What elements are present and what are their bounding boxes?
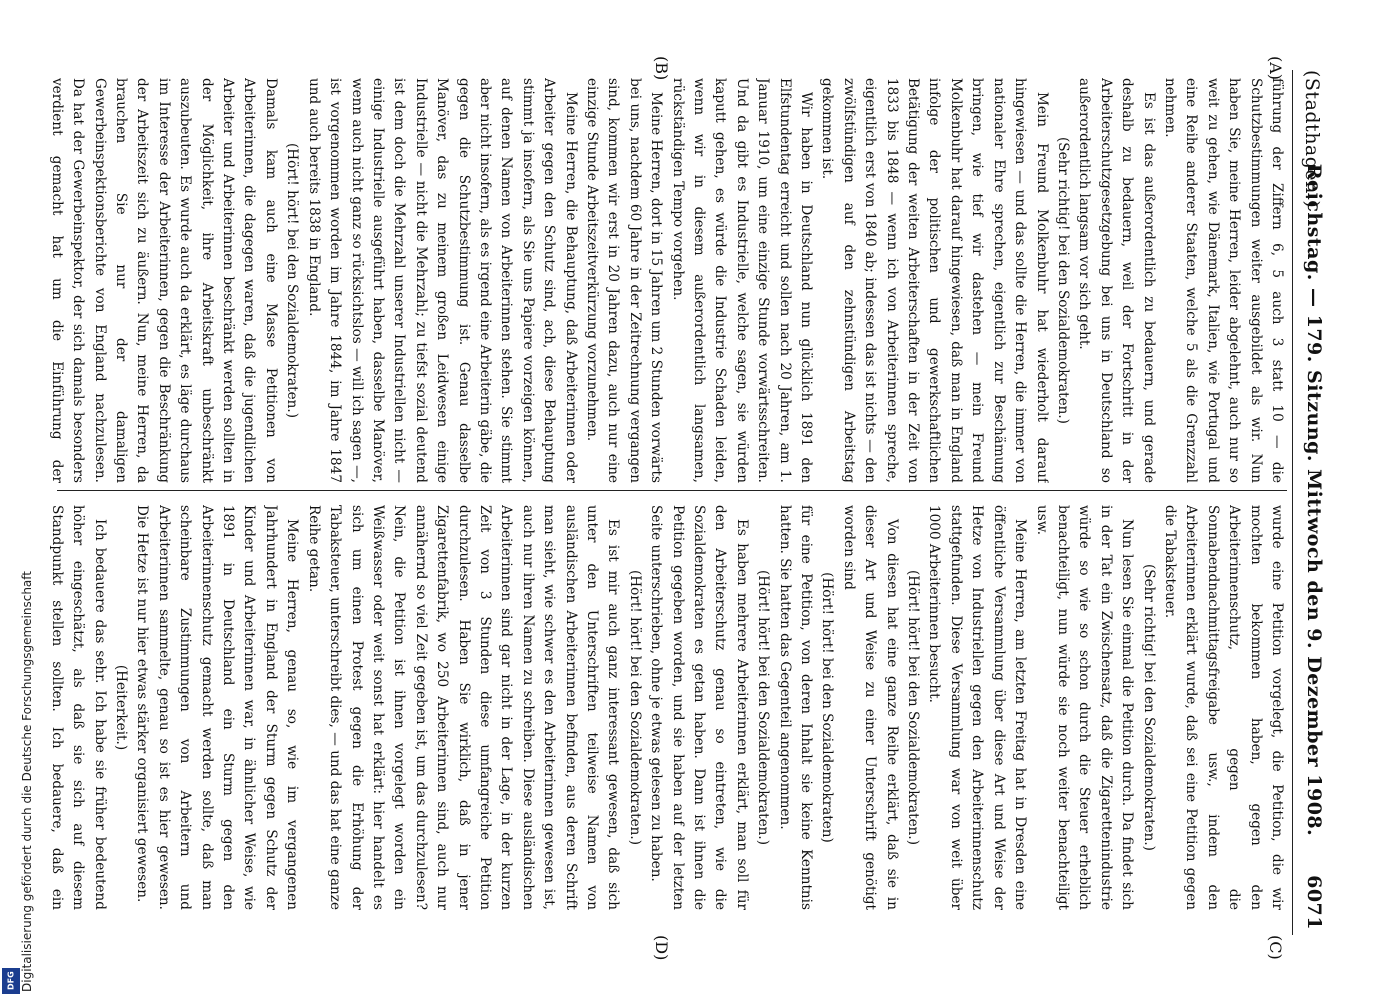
paragraph: Damals kam auch eine Masse Petitionen von Arbeiterinnen, die dagegen waren, daß die jugendlichen Arbeiter und Arbeiterinnen beschränkt werden sollten in der Möglichkeit, ihre Arbeitskraft unbeschränkt auszubeuten. Es wurde auch da erklärt, es läge durchaus im Interesse der Arbeiterinnen, gegen die Beschränkung der Arbeitszeit sich zu äußern. Nun, meine Herren, da brauchen Sie nur der damaligen Gewerbeinspektionsberichte von England nachzulesen. Da hat der Gewerbeinspektor, der sich damals besonders verdient gemacht hat um die Einführung der bbox=[48, 78, 279, 483]
paragraph: Es haben mehrere Arbeiterinnen erklärt, man soll für den Arbeiterschutz genau so eintreten, wie die Sozialdemokraten es getan haben. Dann ist ihnen die Petition gegeben worden, und sie haben auf der letzten Seite unterschrieben, ohne je etwas gelesen zu haben. bbox=[648, 505, 750, 910]
paragraph: für eine Petition, von deren Inhalt sie keine Kenntnis hatten. Sie hatten das Gegenteil angenommen. bbox=[776, 505, 815, 910]
section-label: (Stadthagen.) bbox=[1301, 70, 1323, 209]
interjection: (Hört! hört! bei den Sozialdemokraten.) bbox=[905, 569, 922, 845]
interjection: (Hört! hört! bei den Sozialdemokraten.) bbox=[755, 569, 772, 845]
page-header bbox=[1295, 70, 1325, 930]
paragraph: Es ist mir auch ganz interessant gewesen, daß sich unter den Unterschriften teilweise Namen von ausländischen Arbeiterinnen befinden, aus deren Schrift man sieht, wie schwer es den Arbeiterinnen gewesen ist, auch nur ihren Namen zu schreiben. Diese ausländischen Arbeiterinnen sind gar nicht in der Lage, in der kurzen Zeit von 3 Stunden diese umfangreiche Petition durchzulesen. Haben Sie wirklich, daß in jener Zigarettenfabrik, wo 250 Arbeiterinnen sind, auch nur annähernd so viel Zeit gegeben ist, um das durchzulesen? Nein, die Petition ist ihnen vorgelegt worden ein Weißwasser oder weit sonst hat erklärt: hier handelt es sich um einen Protest gegen die Erhöhung der Tabaksteuer, unterschreibt dies, — und das hat eine ganze Reihe getan. bbox=[305, 505, 622, 910]
interjection: (Hört! hört! bei den Sozialdemokraten) bbox=[819, 572, 836, 843]
paragraph: Meine Herren, genau so, wie im vergangenen Jahrhundert in England der Sturm gegen Schutz der Kinder und Arbeiterinnen war, in ähnlicher Weise, wie 1891 in Deutschland ein Sturm gegen den Arbeiterinnenschutz gemacht werden sollte, daß man scheinbare Zustimmungen von Arbeitern und Arbeiterinnen sammelte, genau so ist es hier gewesen. Die Hetze ist nur hier etwas stärker organisiert gewesen. bbox=[134, 505, 301, 910]
running-title: Reichstag. — 179. Sitzung. Mittwoch den 9. Dezember 1908. bbox=[1303, 163, 1325, 837]
header-rule bbox=[1292, 70, 1293, 935]
paragraph: Von diesen hat eine ganze Reihe erklärt, daß sie in dieser Art und Weise zu einer Unterschrift genötigt worden sind bbox=[840, 505, 900, 910]
interjection: (Hört! hört! bei den Sozialdemokraten.) bbox=[626, 569, 643, 845]
paragraph: Ich bedauere das sehr. Ich habe sie früher bedeutend höher eingeschätzt, als daß sie sich auf diesem Standpunkt stellen sollten. Ich bedauere, daß ein bbox=[48, 505, 108, 910]
margin-marker-d: (D) bbox=[652, 935, 671, 961]
interjection: (Sehr richtig! bei den Sozialdemokraten.) bbox=[1140, 564, 1157, 851]
paragraph: Es ist das außerordentlich zu bedauern, und gerade deshalb zu bedauern, weil der Fortschritt in der Arbeiterschutzgesetzgebung bei uns in Deutschland so außerordentlich langsam vor sich geht. bbox=[1076, 78, 1157, 483]
page-number: 6071 bbox=[1303, 875, 1325, 930]
interjection: (Heiterkeit.) bbox=[113, 664, 130, 751]
paragraph: Meine Herren, die Behauptung, daß Arbeiterinnen oder Arbeiter gegen den Schutz sind, ach, diese Behauptung stimmt ja insofern, als Sie uns Papiere vorzeigen können, auf denen Namen von Arbeiterinnen stehen. Sie stimmt aber nicht insofern, als es irgend eine Arbeiterin gäbe, die gegen die Schutzbestimmung ist. Genau dasselbe Manöver, das zu meinem großen Leidwesen einige Industrielle — nicht die Mehrzahl; zu tiefst sozial deutend ist dem doch die Mehrzahl unserer Industriellen nicht — einige Industrielle ausgeführt haben, dasselbe Manöver, wenn auch nicht ganz so rücksichtslos — will ich sagen —, ist vorgenommen worden im Jahre 1844, im Jahre 1847 und auch bereits 1838 in England. bbox=[305, 78, 579, 483]
paragraph: Meine Herren, dort in 15 Jahren um 2 Stunden vorwärts bei uns, nachdem 60 Jahre in der Zeitrechnung vergangen sind, kommen wir erst in 20 Jahren dazu, auch nur eine einzige Stunde Arbeitszeitverkürzung vorzunehmen. bbox=[584, 78, 665, 483]
right-text-column bbox=[47, 505, 1287, 910]
digitization-credit: Digitalisierung gefördert durch die Deutsche Forschungsgemeinschaft bbox=[20, 570, 34, 992]
paragraph: Nun lesen Sie einmal die Petition durch. Da findet sich in der Tat ein Zwischensatz, daß die Zigarettenindustrie würde so wie so schon durch die Steuer erheblich benachteiligt, nun würde sie noch weiter benachteiligt usw. bbox=[1033, 505, 1136, 910]
left-text-column bbox=[47, 78, 1287, 483]
paragraph: Wir haben in Deutschland nun glücklich 1891 den Elfstundentag erreicht und sollen nach 20 Jahren, am 1. Januar 1910, um eine einzige Stunde vorwärtsschreiten. Und da gibt es Industrielle, welche sagen, sie würden kaputt gehen, es würde die Industrie Schaden leiden, wenn wir in diesem außerordentlich langsamen, rückständigen Tempo vorgehen. bbox=[669, 78, 815, 483]
dfg-logo: DFG bbox=[2, 968, 20, 994]
margin-marker-a: (A) bbox=[1266, 56, 1285, 81]
interjection: (Hört! hört! bei den Sozialdemokraten.) bbox=[284, 142, 301, 418]
margin-marker-b: (B) bbox=[652, 56, 671, 81]
interjection: (Sehr richtig! bei den Sozialdemokraten.) bbox=[1054, 137, 1071, 424]
paragraph: Meine Herren, am letzten Freitag hat in Dresden eine öffentliche Versammlung über diese Art und Weise der Hetze von Industriellen gegen den Arbeiterinnenschutz stattgefunden. Diese Versammlung war von weit über 1000 Arbeiterinnen besucht. bbox=[926, 505, 1029, 910]
paragraph: führung der Ziffern 6, 5 auch 3 statt 10 — die Schutzbestimmungen weiter ausgebildet als wir. Nun haben Sie, meine Herren, leider abgelehnt, auch nur so weit zu gehen, wie Dänemark, Italien, wie Portugal und eine Reihe anderer Staaten, welche 5 als die Grenzzahl nehmen. bbox=[1161, 78, 1285, 483]
margin-marker-c: (C) bbox=[1266, 935, 1285, 960]
paragraph: Mein Freund Molkenbuhr hat wiederholt darauf hingewiesen — und das sollte die Herren, die immer von nationaler Ehre sprechen, eigentlich zur Beschämung bringen, wie tief wir dastehen — mein Freund Molkenbuhr hat darauf hingewiesen, daß man in England infolge der politischen und gewerkschaftlichen Betätigung der weiten Arbeiterschaften in der Zeit von 1833 bis 1848 — wenn ich von Arbeiterinnen spreche, eigentlich erst von 1840 ab; indessen das ist nichts — den zwölfstündigen auf den zehnstündigen Arbeitstag gekommen ist. bbox=[819, 78, 1050, 483]
paragraph: wurde eine Petition vorgelegt, die Petition, die wir mochten bekommen haben, gegen den Arbeiterinnenschutz, gegen die Sonnabendnachmittagsfreigabe usw., indem den Arbeiterinnen erklärt wurde, daß sei eine Petition gegen die Tabaksteuer. bbox=[1161, 505, 1285, 910]
column-divider bbox=[57, 490, 1287, 491]
